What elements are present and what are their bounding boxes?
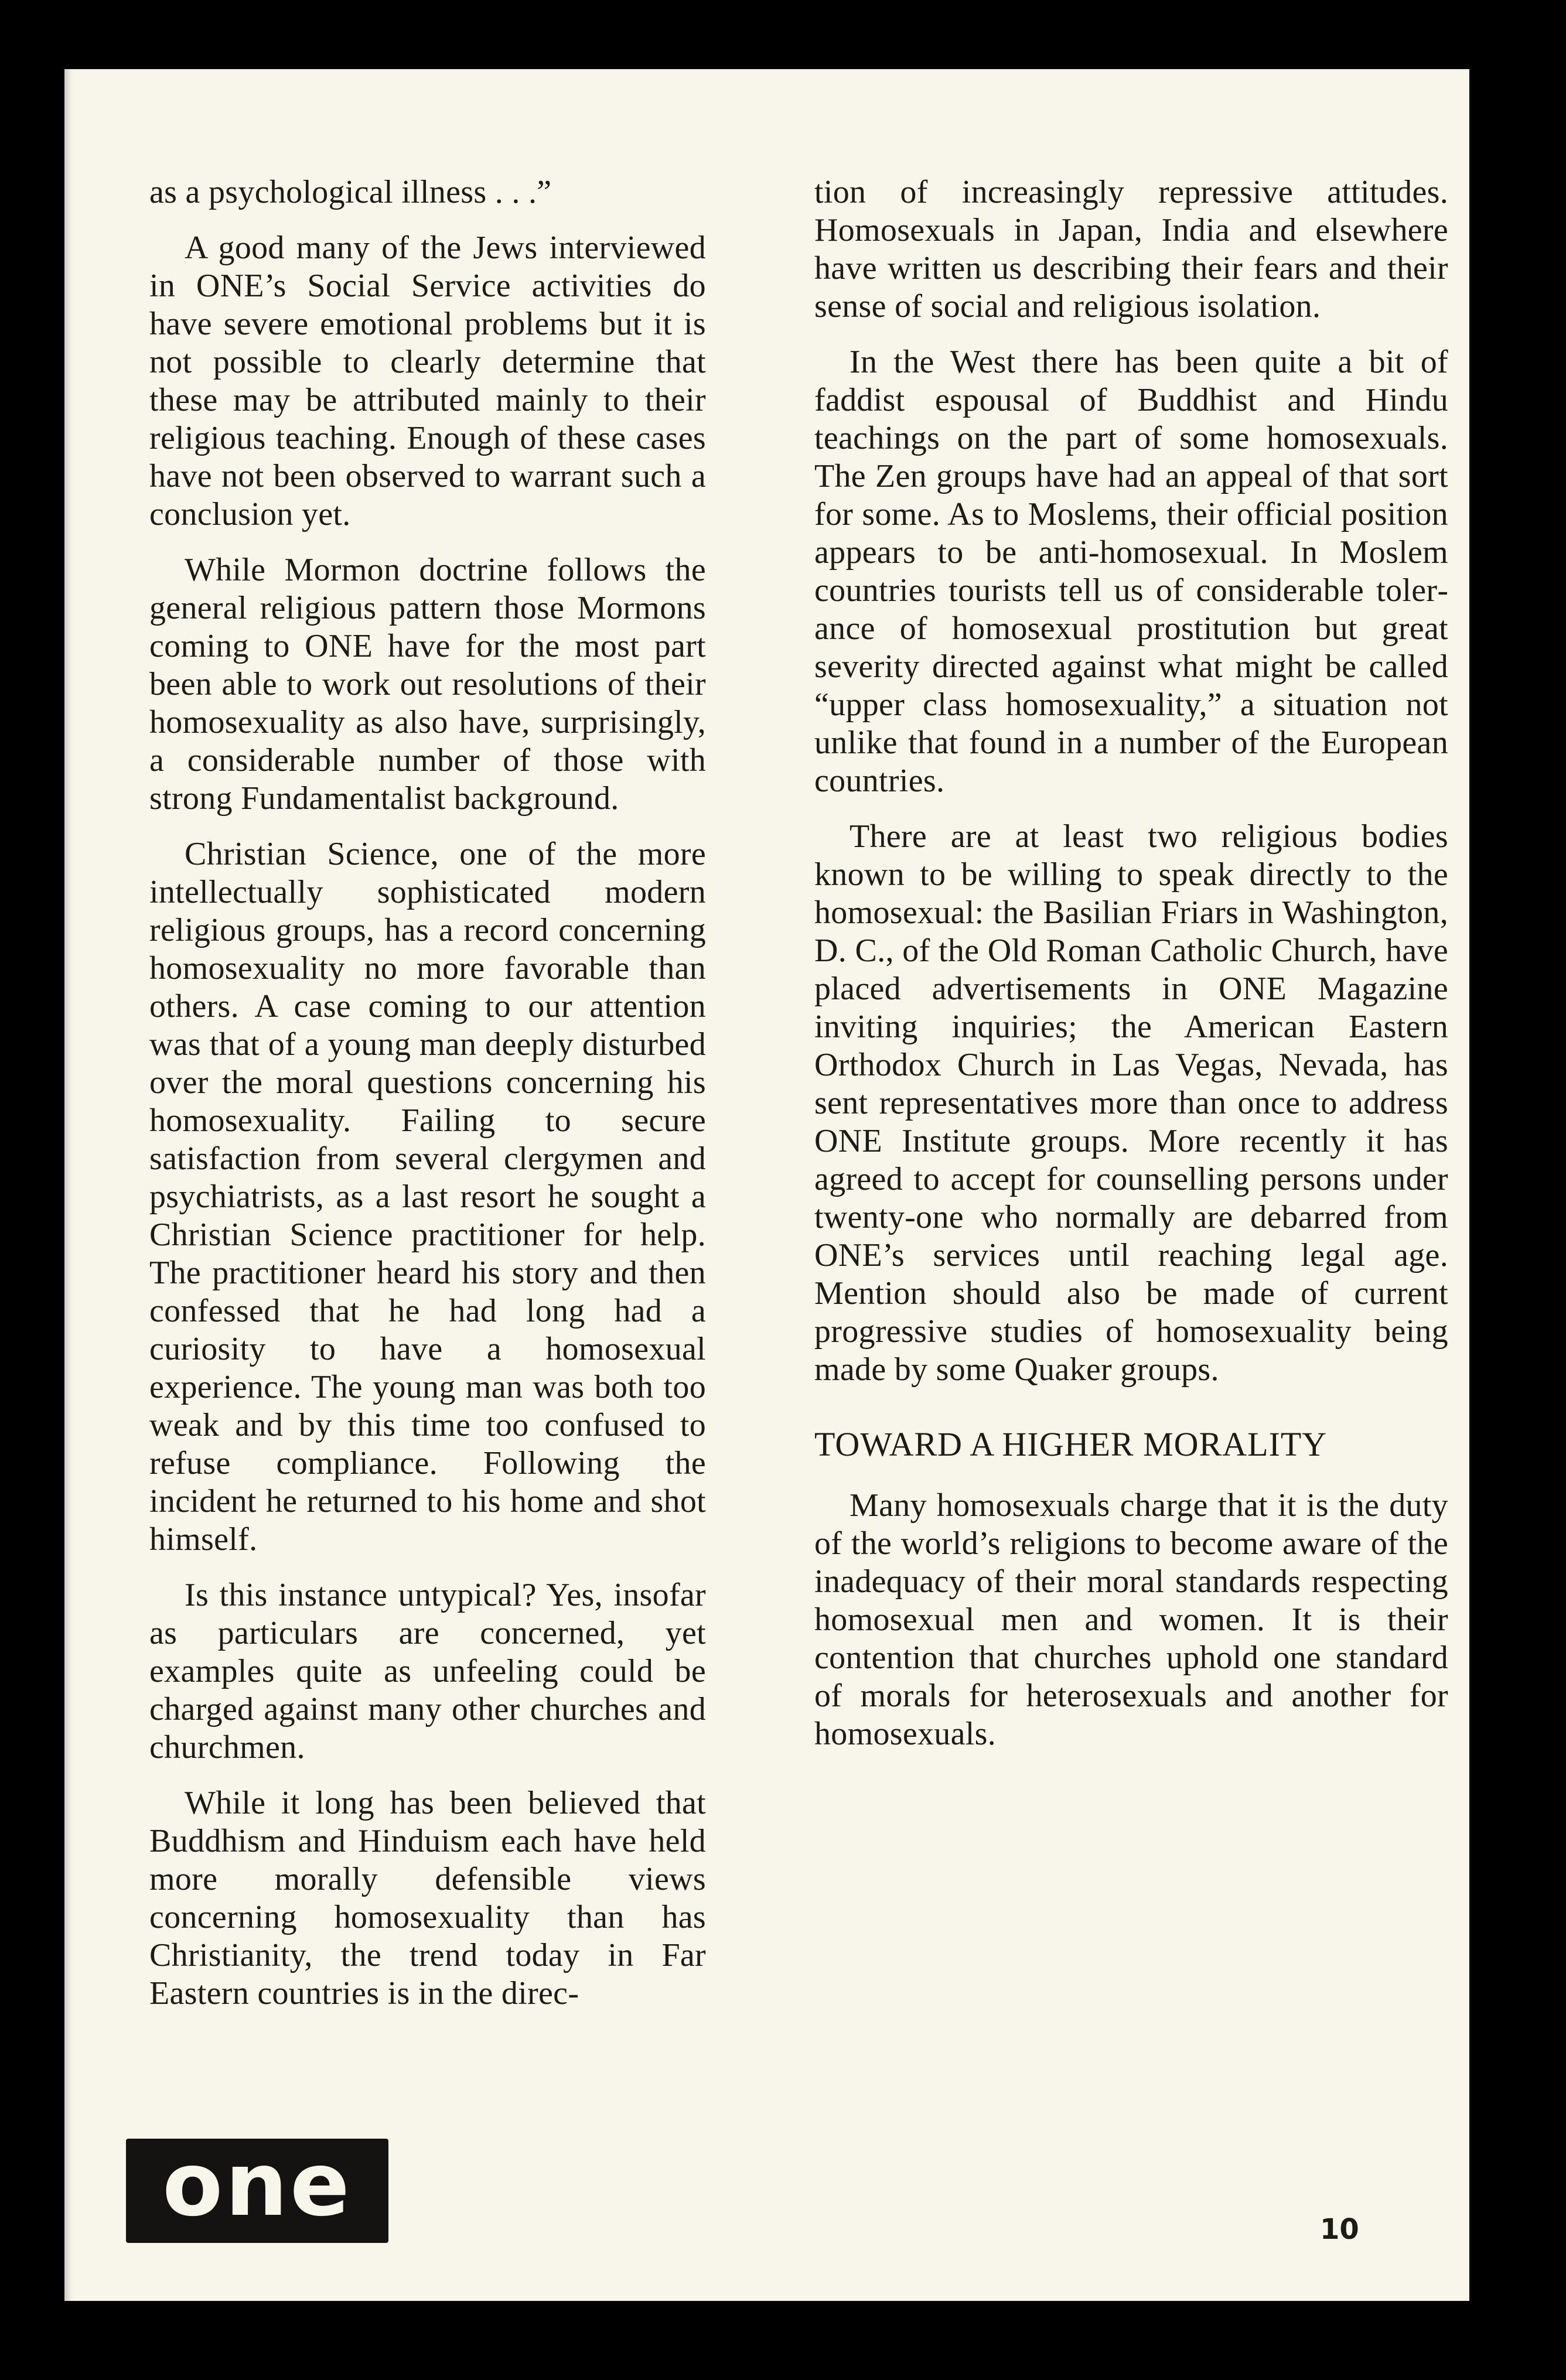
paragraph: A good many of the Jews interviewed in ONE’s Social Service activities do have severe emotional problems but it is not possible to clearly determine that these may be attributed mainly to their religious teaching. Enough of these cases have not been observed to warrant such a conclusion yet.	[149, 230, 706, 532]
paragraph: Christian Science, one of the more intellectually sophisticated modern religious groups, has a record concerning homosexuality no more favorable than others. A case coming to our attention was that of a young man deeply disturbed over the moral questions concerning his homosexuality. Failing to secure satisfaction from several clergymen and psychiatrists, as a last resort he sought a Christian Science practitioner for help. The practitioner heard his story and then confessed that he had long had a curiosity to have a homosexual experience. The young man was both too weak and by this time too confused to refuse compliance. Following the incident he returned to his home and shot himself.	[149, 836, 706, 1558]
paragraph: While it long has been believed that Buddhism and Hinduism each have held more morally defensible views concerning homosexuality than has Christianity, the trend today in Far Eastern countries is in the direc-	[149, 1785, 706, 2012]
paragraph: In the West there has been quite a bit of faddist espousal of Buddhist and Hindu teachings on the part of some homosexuals. The Zen groups have had an appeal of that sort for some. As to Moslems, their official position appears to be anti-homosexual. In Moslem countries tourists tell us of considerable tolerance of homosexual prostitution but great severity directed against what might be called “upper class homosexuality,” a situation not unlike that found in a number of the European countries.	[814, 344, 1448, 799]
paragraph: tion of increasingly repressive attitudes. Homosexuals in Japan, India and elsewhere have written us describing their fears and their sense of social and religious isolation.	[814, 174, 1448, 325]
paragraph: as a psychological illness . . .”	[149, 174, 552, 210]
magazine-page	[64, 69, 1469, 2301]
section-heading: TOWARD A HIGHER MORALITY	[814, 1425, 1328, 1463]
one-magazine-logo	[126, 2134, 388, 2243]
paragraph: Is this instance untypical? Yes, insofar as particulars are concerned, yet examples quite as unfeeling could be charged against many other churches and churchmen.	[149, 1577, 706, 1766]
right-column	[814, 173, 1448, 1771]
paragraph: There are at least two religious bodies known to be willing to speak directly to the homosexual: the Basilian Friars in Washington, D. C., of the Old Roman Catholic Church, have placed advertisements in ONE Magazine inviting inquiries; the American Eastern Orthodox Church in Las Vegas, Nevada, has sent representatives more than once to address ONE Institute groups. More recently it has agreed to accept for counselling persons under twenty-one who normally are debarred from ONE’s services until reaching legal age. Mention should also be made of current progressive studies of homosexuality being made by some Quaker groups.	[814, 818, 1448, 1388]
paragraph: While Mormon doctrine follows the general religious pattern those Mormons coming to ONE have for the most part been able to work out resolutions of their homosexuality as also have, surprisingly, a considerable number of those with strong Fundamentalist background.	[149, 552, 706, 817]
paragraph: Many homosexuals charge that it is the duty of the world’s religions to become aware of the inadequacy of their moral standards respecting homosexual men and women. It is their contention that churches uphold one standard of morals for heterosexuals and another for homosexuals.	[814, 1487, 1448, 1752]
left-column	[149, 173, 706, 2030]
logo-text: one	[162, 2134, 352, 2236]
page-number: 10	[1320, 2213, 1359, 2246]
